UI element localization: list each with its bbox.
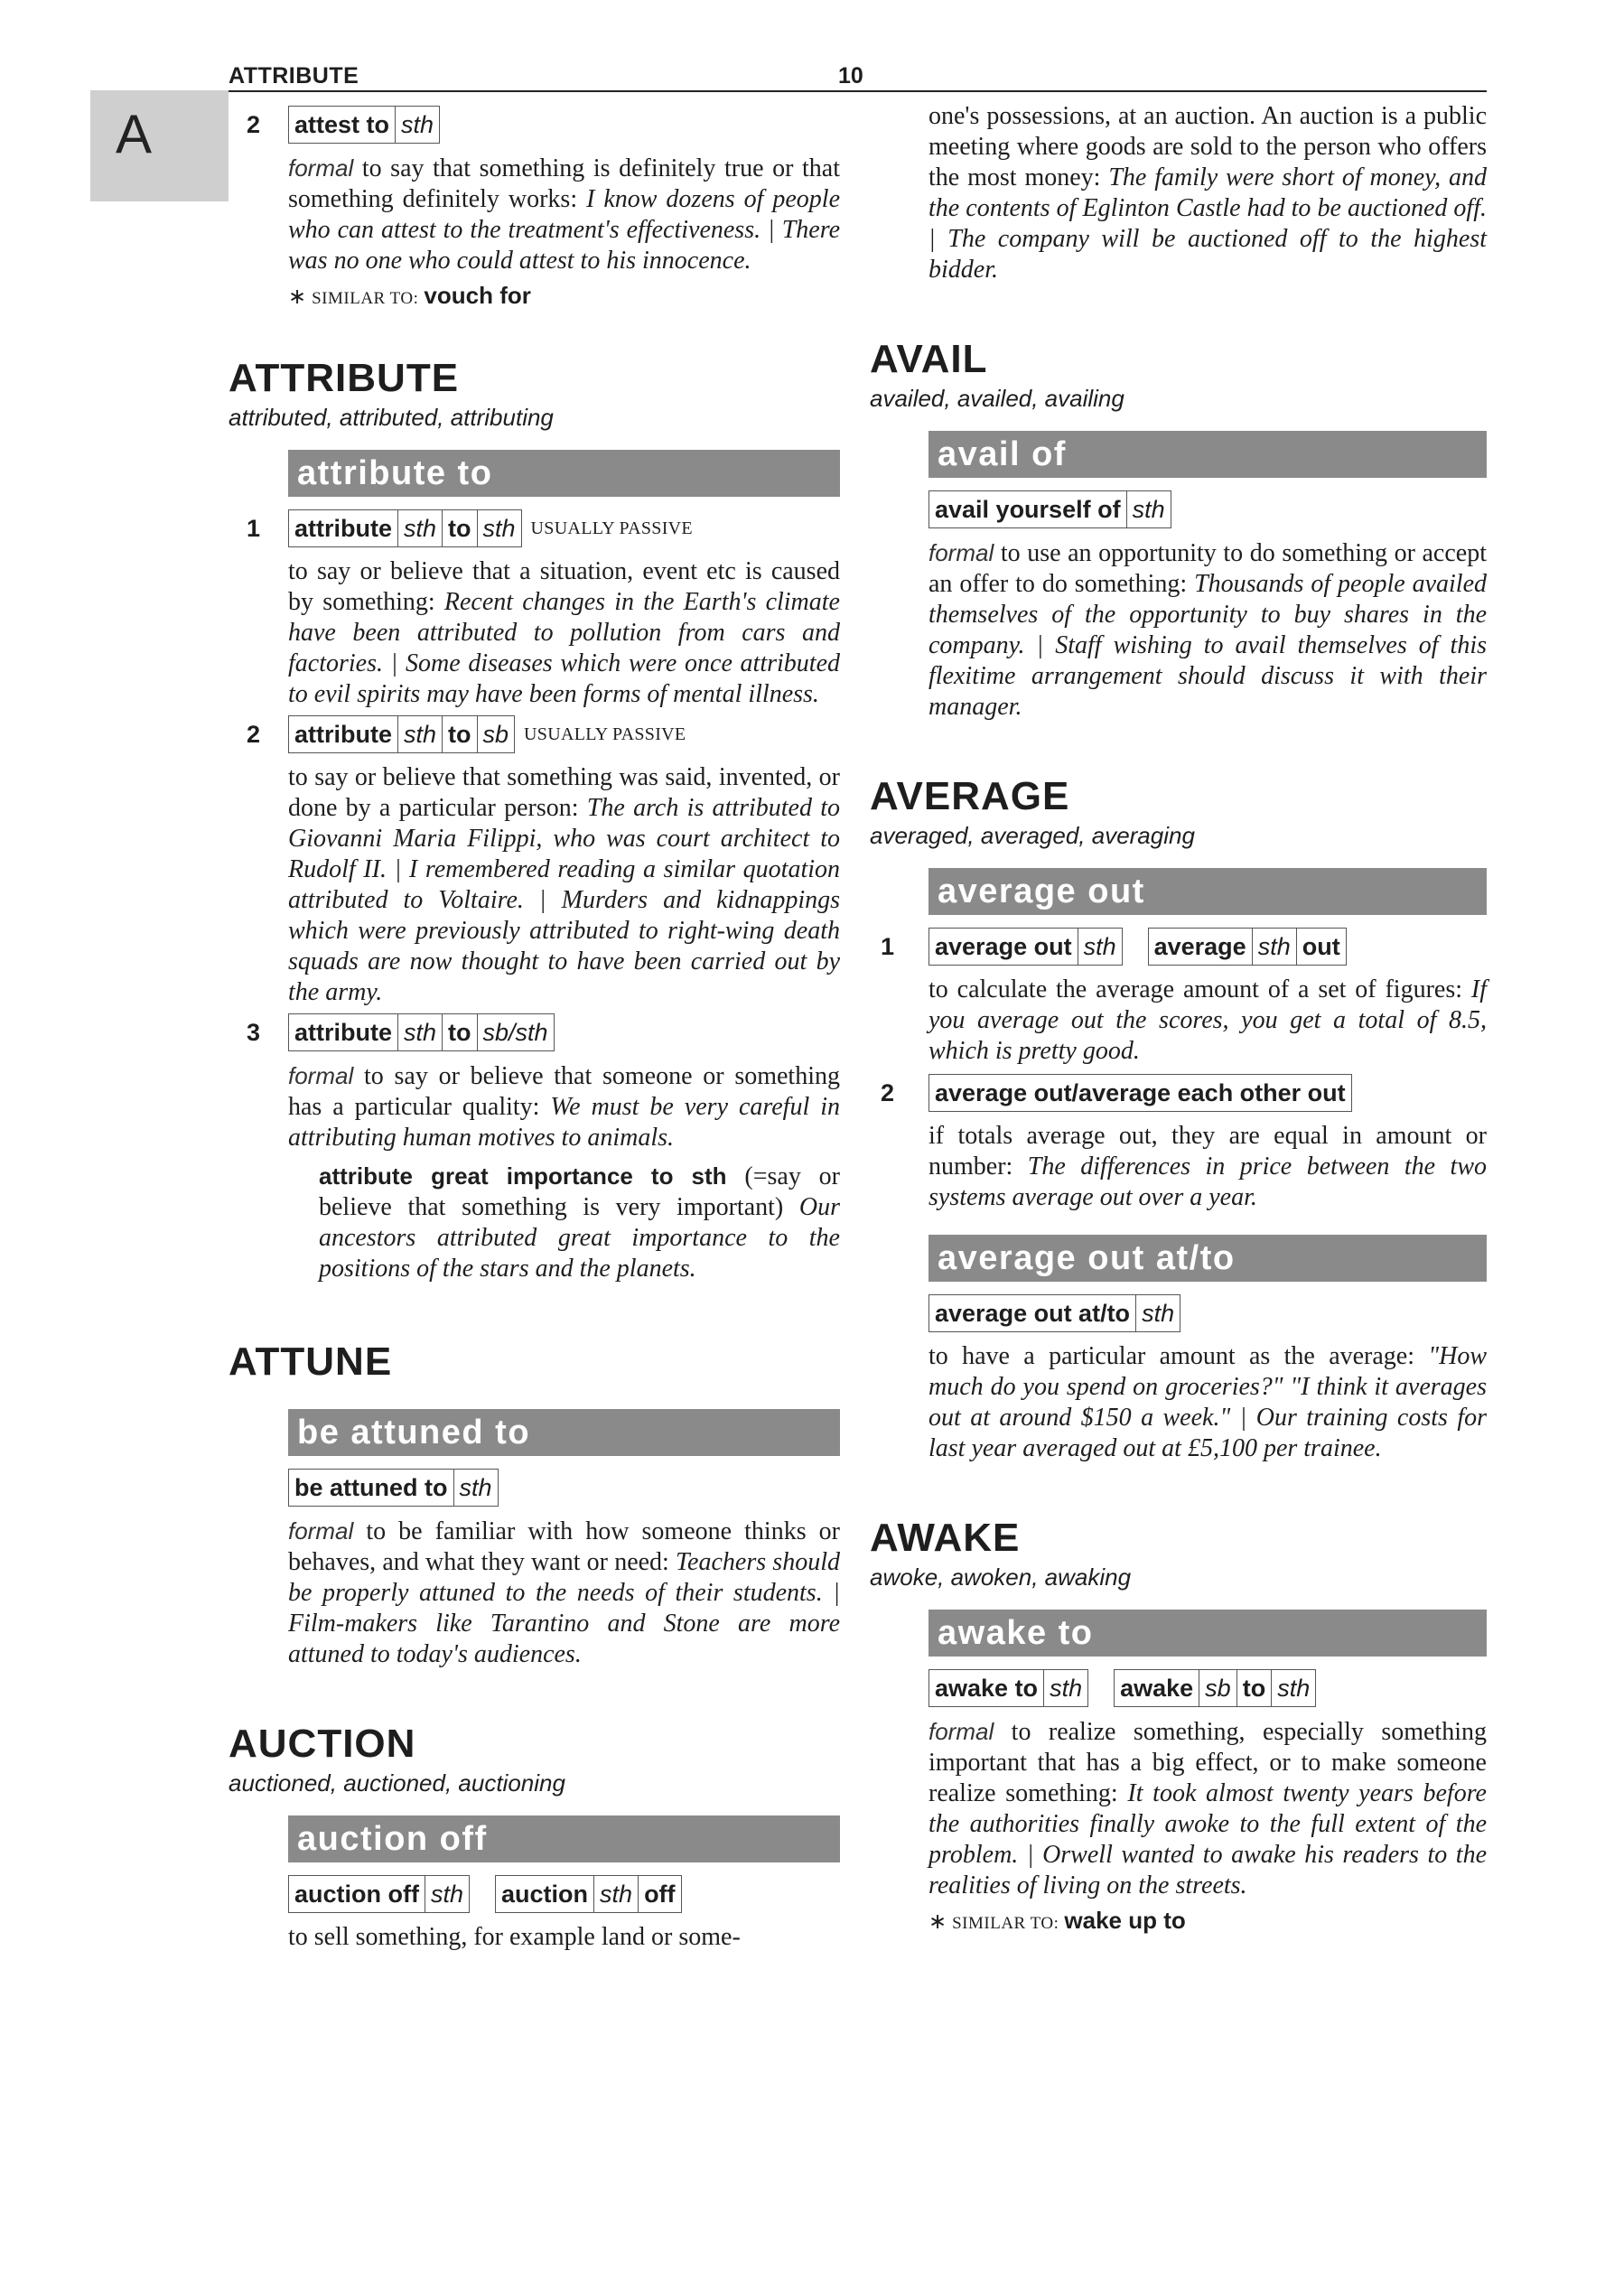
definition-text: to say or believe that a situation, event etc is caused by something: [288,557,840,616]
pv-object: sth [397,1014,442,1050]
pv-word: attribute [294,721,392,748]
sense-number: 2 [247,721,261,748]
pv-particle: out [1296,929,1346,965]
pv-particle: to [442,716,476,752]
sense-number: 1 [247,515,261,542]
phrasal-verb-bar: average out [928,868,1487,915]
sense-awake [870,1669,1487,1935]
similar-word: wake up to [1064,1907,1186,1934]
phrasal-verb-bar: attribute to [288,450,840,497]
sense-number: 1 [881,933,895,960]
phrasal-verb-row [928,490,1487,528]
definition-text: to use an opportunity to do something or accept an offer to do something: [928,539,1487,598]
pv-word: awake to [935,1675,1039,1702]
pv-word: average out at/to [935,1300,1131,1327]
verb-forms: averaged, averaged, averaging [870,822,1195,849]
pv-object: sth [1078,929,1122,965]
entry-avail [870,338,1487,723]
entry-attune [229,1340,840,1670]
pv-word: attest to [294,111,390,138]
example-text: The family were short of money, and the contents of Eglinton Castle had to be auctioned off. | The company will be auctioned off to the highest bidder. [928,163,1487,284]
definition-text: one's possessions, at an auction. An auction is a public meeting where goods are sold to the person who offers the most money: [928,102,1487,191]
register-label: formal [288,1062,354,1089]
pv-object: sth [593,1876,638,1912]
definition-text: to calculate the average amount of a set of figures: [928,975,1471,1003]
pv-word: avail yourself of [935,496,1121,523]
sense-auction [229,1875,840,1953]
sense-attune [229,1469,840,1670]
phrasal-verb-bar: awake to [928,1610,1487,1657]
sense-number: 3 [247,1019,261,1046]
pv-word: attribute [294,515,392,542]
definition-text: to realize something, especially something important that has a big effect, or to make someone realize something: [928,1718,1487,1807]
headword: AUCTION [229,1722,416,1766]
thumb-index-tab [90,90,229,201]
phrasal-verb-bar: avail of [928,431,1487,478]
phrasal-verb-box [928,1074,1352,1112]
phrasal-verb-box [288,106,440,144]
entry-awake [870,1517,1487,1935]
phrasal-verb-row [288,1469,840,1507]
verb-forms: attributed, attributed, attributing [229,404,554,431]
register-label: formal [928,539,994,566]
phrase-example [288,1161,840,1284]
verb-forms: auctioned, auctioned, auctioning [229,1769,565,1797]
phrasal-verb-row [928,1669,1487,1707]
pv-object: sb/sth [477,1014,554,1050]
pv-object: sth [397,510,442,546]
entry-auction [229,1722,840,1953]
phrasal-verb-row [288,715,840,753]
headword: AVAIL [870,337,988,381]
definition [928,1121,1487,1213]
example-text: I know dozens of people who can attest to the treatment's effectiveness. | There was no one who could attest to his innocence. [288,185,840,275]
example-text: The arch is attributed to Giovanni Maria Filippi, who was court architect to Rudolf II. | I remembered reading a similar quotation attributed to Voltaire. | Murders and kidnappings which were previously attributed to right-wing death squads are now thought to have been carried out by the army. [288,794,840,1006]
phrasal-verb-box [1114,1669,1316,1707]
definition [288,153,840,276]
phrasal-verb-box [288,1013,555,1051]
pv-word: attribute [294,1019,392,1046]
sense-auction-continued [879,101,1487,285]
example-text: Thousands of people availed themselves of the opportunity to buy shares in the company. | Staff wishing to avail themselves of this flexitime arrangement should discuss it with their manager. [928,570,1487,721]
phrasal-verb-box [288,1469,499,1507]
definition [928,1716,1487,1901]
phrasal-verb-row [928,1074,1487,1112]
right-column [870,101,1487,1935]
register-label: formal [288,154,354,182]
pv-word: auction [501,1881,589,1908]
phrasal-verb-row [288,1013,840,1051]
register-label: formal [288,1517,354,1545]
left-column [229,101,840,1953]
phrasal-verb-box [288,1875,470,1913]
definition [928,101,1487,285]
definition [288,1922,840,1953]
similar-label: SIMILAR TO: [312,289,419,308]
entry-attribute [229,357,840,1284]
usage-note: USUALLY PASSIVE [530,518,693,538]
phrasal-verb-box [288,509,522,547]
pv-object: sth [1271,1670,1315,1706]
definition-text: to say or believe that something was said, invented, or done by a particular person: [288,763,840,822]
example-text: It took almost twenty years before the authorities finally awoke to the full extent of the problem. | Orwell wanted to awake his readers to the realities of living on the streets. [928,1779,1487,1899]
sense-avail [870,490,1487,723]
page-number: 10 [838,63,863,89]
pv-object: sth [397,716,442,752]
running-head: ATTRIBUTE [229,63,359,89]
sense-attribute-3 [229,1013,840,1284]
headword: AWAKE [870,1516,1021,1560]
similar-word: vouch for [424,282,531,309]
phrasal-verb-row [928,928,1487,966]
phrasal-verb-bar: auction off [288,1815,840,1862]
definition-text: if totals average out, they are equal in amount or number: [928,1122,1487,1181]
sense-number: 2 [881,1079,895,1106]
pv-particle: off [638,1876,680,1912]
pv-object: sth [395,107,439,143]
pv-word: average out [935,933,1072,960]
entry-average [870,775,1487,1464]
phrase: attribute great importance to sth [319,1162,727,1190]
definition [288,556,840,710]
definition [288,1516,840,1670]
sense-average-1 [870,928,1487,1067]
pv-object: sth [1043,1670,1087,1706]
pv-object: sth [1252,929,1296,965]
phrasal-verb-row [288,106,840,144]
definition-text: to say that something is definitely true or that something definitely works: [288,154,840,213]
pv-word: awake [1120,1675,1194,1702]
definition-text: to say or believe that someone or something has a particular quality: [288,1062,840,1121]
example-text: The differences in price between the two systems average out over a year. [928,1153,1487,1211]
pv-word: be attuned to [294,1474,448,1501]
phrasal-verb-row [288,509,840,547]
register-label: formal [928,1718,994,1745]
phrasal-verb-row [928,1294,1487,1332]
similar-to: ∗ SIMILAR TO: wake up to [928,1907,1186,1934]
pv-word: average out/average each other out [935,1079,1346,1106]
phrasal-verb-row [288,1875,840,1913]
sense-average-2 [870,1074,1487,1213]
pv-object: sth [1126,491,1171,527]
verb-forms: availed, availed, availing [870,385,1124,412]
pv-object: sth [453,1470,498,1506]
phrase-gloss: (=say or believe that something is very important) [319,1162,841,1221]
thumb-index-letter: A [116,104,153,164]
pv-word: average [1153,933,1246,960]
definition-text: to be familiar with how someone thinks or behaves, and what they want or need: [288,1517,840,1576]
phrasal-verb-box [928,490,1171,528]
definition [288,762,840,1008]
pv-object: sb [1199,1670,1236,1706]
definition [288,1060,840,1153]
phrasal-verb-box [495,1875,682,1913]
definition [928,1341,1487,1464]
verb-forms: awoke, awoken, awaking [870,1563,1132,1591]
pv-particle: to [442,510,476,546]
phrasal-verb-box [928,1294,1180,1332]
phrasal-verb-box [288,715,515,753]
example-text: If you average out the scores, you get a total of 8.5, which is pretty good. [928,975,1487,1065]
definition-text: to have a particular amount as the average: [928,1342,1429,1370]
pv-object: sth [1135,1295,1180,1331]
phrasal-verb-box [928,928,1123,966]
phrasal-verb-box [1148,928,1347,966]
pv-object: sth [477,510,521,546]
definition-text: to sell something, for example land or some- [288,1923,741,1951]
example-text: We must be very careful in attributing human motives to animals. [288,1093,840,1152]
similar-to: ∗ SIMILAR TO: vouch for [288,282,531,309]
headword: AVERAGE [870,774,1070,818]
pv-word: auction off [294,1881,419,1908]
pv-particle: to [442,1014,476,1050]
pv-particle: to [1236,1670,1271,1706]
sense-attribute-1 [229,509,840,710]
sense-attest-2 [229,106,840,310]
example-text: Our ancestors attributed great importance to the positions of the stars and the planets. [319,1193,840,1283]
definition [928,537,1487,723]
headword: ATTUNE [229,1339,393,1384]
phrasal-verb-box [928,1669,1088,1707]
sense-attribute-2 [229,715,840,1008]
example-text: Teachers should be properly attuned to the needs of their students. | Film-makers like Tarantino and Stone are more attuned to today's audiences. [288,1548,840,1668]
sense-number: 2 [247,111,261,138]
example-text: Recent changes in the Earth's climate have been attributed to pollution from cars and factories. | Some diseases which were once attributed to evil spirits may have been forms of mental illness. [288,588,840,708]
sense-average-out-at [870,1294,1487,1464]
headword: ATTRIBUTE [229,356,460,400]
similar-label: SIMILAR TO: [952,1914,1059,1933]
header-rule [229,90,1487,92]
usage-note: USUALLY PASSIVE [524,723,686,744]
phrasal-verb-bar: be attuned to [288,1409,840,1456]
pv-object: sb [477,716,515,752]
definition [928,975,1487,1067]
example-text: "How much do you spend on groceries?" "I think it averages out at around $150 a week." | Our training costs for last year averaged out at £5,100 per trainee. [928,1342,1487,1462]
pv-object: sth [425,1876,469,1912]
phrasal-verb-bar: average out at/to [928,1235,1487,1282]
